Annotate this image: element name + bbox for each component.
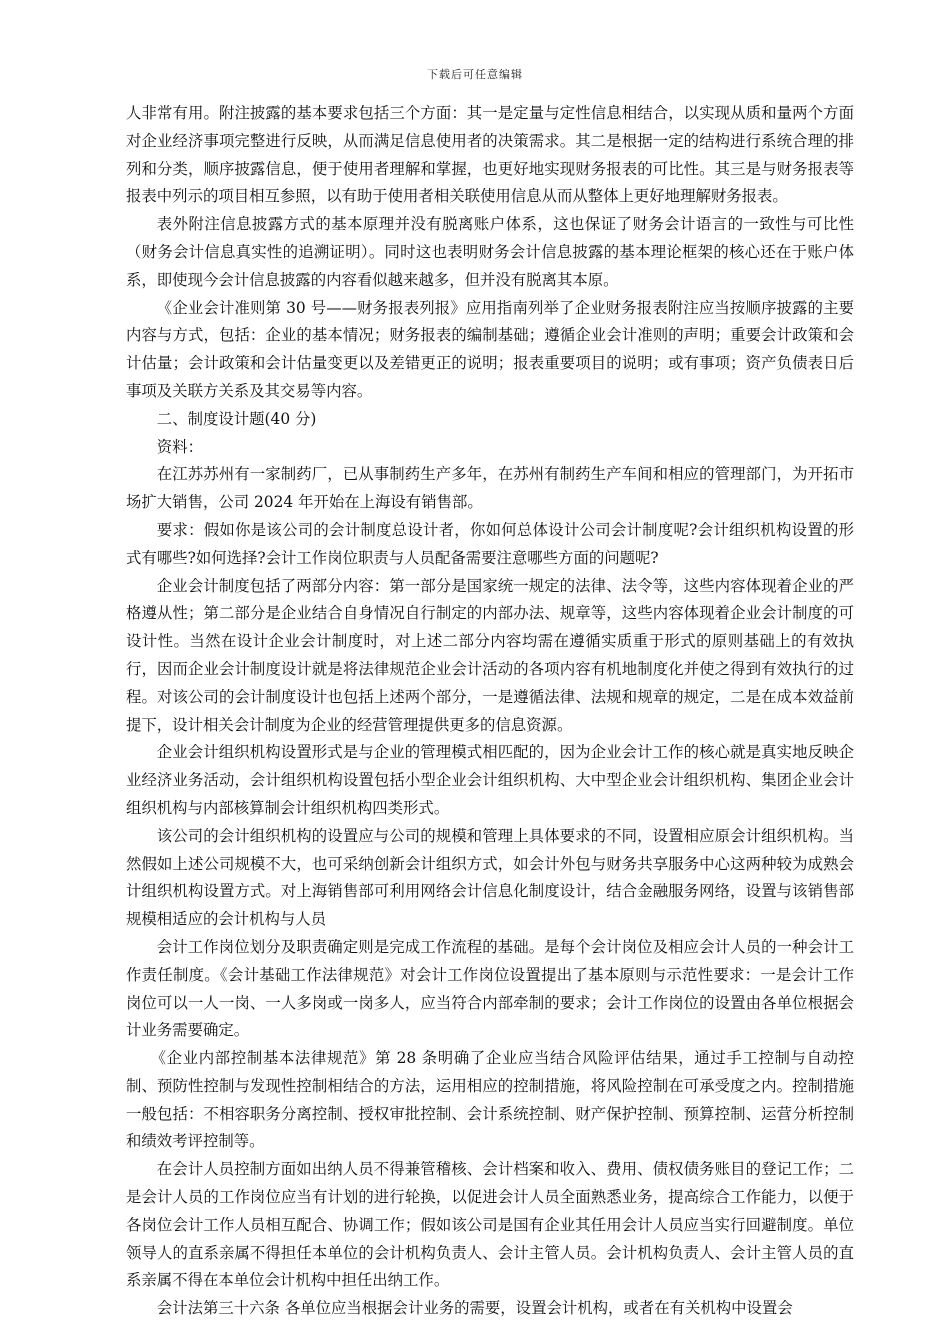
- page-header: 下载后可任意编辑: [427, 68, 523, 81]
- paragraph: 《企业内部控制基本法律规范》第 28 条明确了企业应当结合风险评估结果，通过手工控制与自动控制、预防性控制与发现性控制相结合的方法，运用相应的控制措施，将风险控制在可承受度之内。控制措施一般包括：不相容职务分离控制、授权审批控制、会计系统控制、财产保护控制、预算控制、运营分析控制和绩效考评控制等。: [126, 1049, 854, 1151]
- paragraph: 要求：假如你是该公司的会计制度总设计者，你如何总体设计公司会计制度呢?会计组织机构设置的形式有哪些?如何选择?会计工作岗位职责与人员配备需要注意哪些方面的问题呢?: [126, 520, 854, 567]
- document-body: [126, 100, 854, 1323]
- paragraph: 《企业会计准则第 30 号——财务报表列报》应用指南列举了企业财务报表附注应当按顺序披露的主要内容与方式，包括：企业的基本情况；财务报表的编制基础；遵循企业会计准则的声明；重要会计政策和会计估量；会计政策和会计估量变更以及差错更正的说明；报表重要项目的说明；或有事项；资产负债表日后事项及关联方关系及其交易等内容。: [126, 298, 854, 400]
- paragraph: 企业会计制度包括了两部分内容：第一部分是国家统一规定的法律、法令等，这些内容体现着企业的严格遵从性；第二部分是企业结合自身情况自行制定的内部办法、规章等，这些内容体现着企业会计制度的可设计性。当然在设计企业会计制度时，对上述二部分内容均需在遵循实质重于形式的原则基础上的有效执行，因而企业会计制度设计就是将法律规范企业会计活动的各项内容有机地制度化并使之得到有效执行的过程。对该公司的会计制度设计也包括上述两个部分，一是遵循法律、法规和规章的规定，二是在成本效益前提下，设计相关会计制度为企业的经营管理提供更多的信息资源。: [126, 576, 854, 734]
- paragraph: 资料：: [156, 437, 203, 456]
- paragraph: 在会计人员控制方面如出纳人员不得兼管稽核、会计档案和收入、费用、债权债务账目的登记工作；二是会计人员的工作岗位应当有计划的进行轮换，以促进会计人员全面熟悉业务，提高综合工作能力，以便于各岗位会计工作人员相互配合、协调工作；假如该公司是国有企业其任用会计人员应当实行回避制度。单位领导人的直系亲属不得担任本单位的会计机构负责人、会计主管人员。会计机构负责人、会计主管人员的直系亲属不得在本单位会计机构中担任出纳工作。: [126, 1160, 854, 1290]
- section-heading: 二、制度设计题(40 分): [156, 409, 317, 428]
- paragraph: 在江苏苏州有一家制药厂，已从事制药生产多年，在苏州有制药生产车间和相应的管理部门，为开拓市场扩大销售，公司 2024 年开始在上海设有销售部。: [126, 465, 854, 512]
- paragraph: 会计法第三十六条 各单位应当根据会计业务的需要，设置会计机构，或者在有关机构中设置会: [156, 1299, 793, 1318]
- paragraph: 会计工作岗位划分及职责确定则是完成工作流程的基础。是每个会计岗位及相应会计人员的一种会计工作责任制度。《会计基础工作法律规范》对会计工作岗位设置提出了基本原则与示范性要求：一是会计工作岗位可以一人一岗、一人多岗或一岗多人，应当符合内部牵制的要求；会计工作岗位的设置由各单位根据会计业务需要确定。: [126, 937, 854, 1040]
- paragraph: 表外附注信息披露方式的基本原理并没有脱离账户体系，这也保证了财务会计语言的一致性与可比性（财务会计信息真实性的追溯证明）。同时这也表明财务会计信息披露的基本理论框架的核心还在于账户体系，即使现今会计信息披露的内容看似越来越多，但并没有脱离其本原。: [126, 215, 854, 289]
- paragraph: 企业会计组织机构设置形式是与企业的管理模式相匹配的，因为企业会计工作的核心就是真实地反映企业经济业务活动，会计组织机构设置包括小型企业会计组织机构、大中型企业会计组织机构、集团企业会计组织机构与内部核算制会计组织机构四类形式。: [126, 743, 854, 817]
- paragraph: 人非常有用。附注披露的基本要求包括三个方面：其一是定量与定性信息相结合，以实现从质和量两个方面对企业经济事项完整进行反映，从而满足信息使用者的决策需求。其二是根据一定的结构进行系统合理的排列和分类，顺序披露信息，便于使用者理解和掌握，也更好地实现财务报表的可比性。其三是与财务报表等报表中列示的项目相互参照，以有助于使用者相关联使用信息从而从整体上更好地理解财务报表。: [126, 104, 854, 206]
- paragraph: 该公司的会计组织机构的设置应与公司的规模和管理上具体要求的不同，设置相应原会计组织机构。当然假如上述公司规模不大，也可采纳创新会计组织方式，如会计外包与财务共享服务中心这两种较为成熟会计组织机构设置方式。对上海销售部可利用网络会计信息化制度设计，结合金融服务网络，设置与该销售部规模相适应的会计机构与人员: [126, 826, 854, 929]
